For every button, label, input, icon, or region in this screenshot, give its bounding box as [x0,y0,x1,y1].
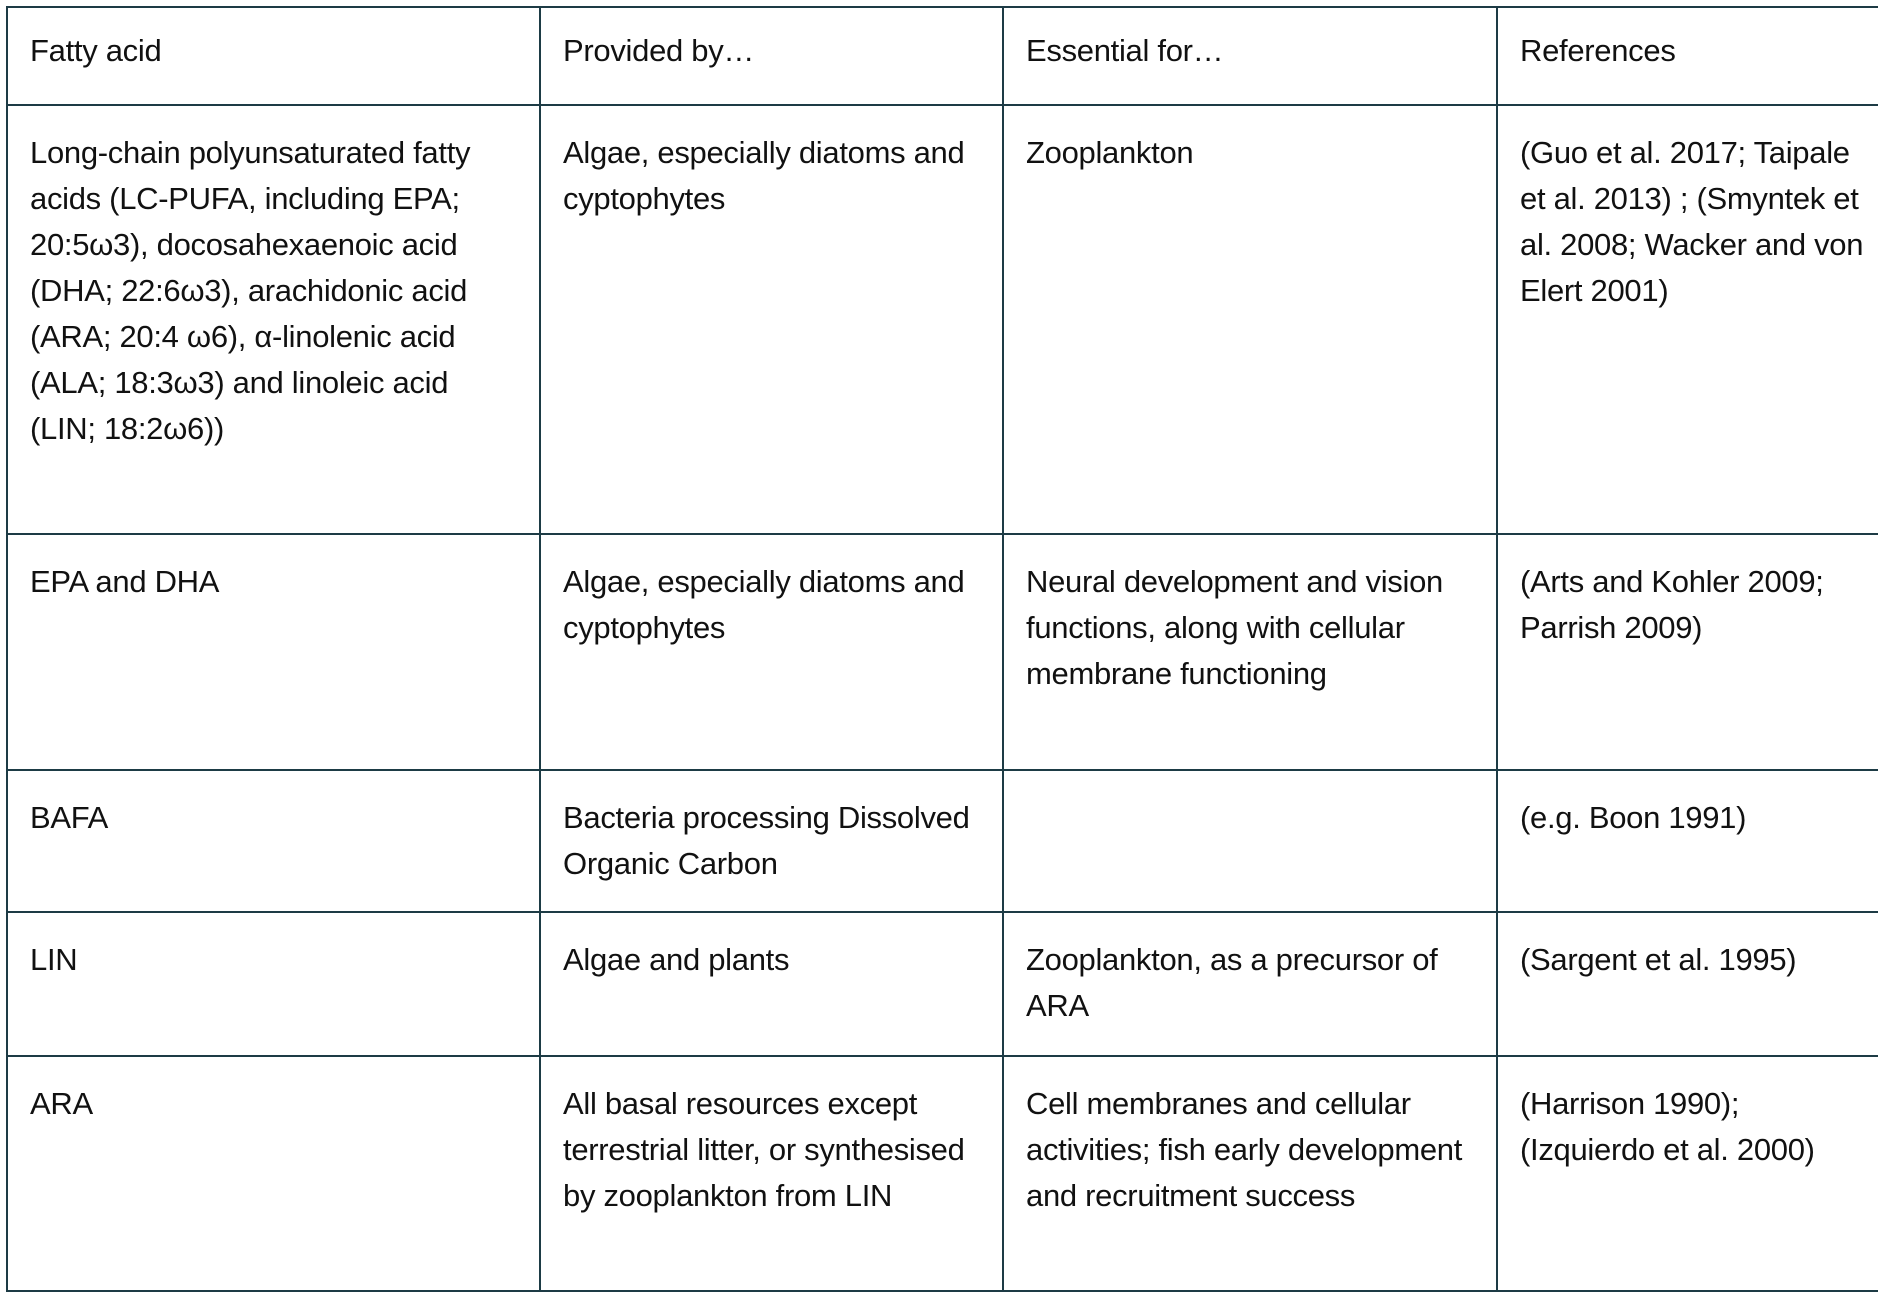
header-essential-for: Essential for… [1003,7,1497,105]
cell-references: (e.g. Boon 1991) [1497,770,1878,912]
table-row [7,534,1878,770]
cell-essential-for [1003,770,1497,912]
header-fatty-acid: Fatty acid [7,7,540,105]
cell-fatty-acid: EPA and DHA [7,534,540,770]
fatty-acid-table [6,6,1878,1292]
cell-provided-by: Algae, especially diatoms and cyptophytes [540,534,1003,770]
header-provided-by: Provided by… [540,7,1003,105]
cell-fatty-acid: ARA [7,1056,540,1291]
table-row [7,770,1878,912]
cell-fatty-acid: Long-chain polyunsaturated fatty acids (LC-PUFA, including EPA; 20:5ω3), docosahexaenoic acid (DHA; 22:6ω3), arachidonic acid (ARA; 20:4 ω6), α-linolenic acid (ALA; 18:3ω3) and linoleic acid (LIN; 18:2ω6)) [7,105,540,534]
cell-references: (Sargent et al. 1995) [1497,912,1878,1056]
cell-references: (Arts and Kohler 2009; Parrish 2009) [1497,534,1878,770]
cell-references: (Guo et al. 2017; Taipale et al. 2013) ; (Smyntek et al. 2008; Wacker and von Elert 2001) [1497,105,1878,534]
cell-provided-by: Algae, especially diatoms and cyptophytes [540,105,1003,534]
table-row [7,105,1878,534]
cell-fatty-acid: LIN [7,912,540,1056]
table-header-row [7,7,1878,105]
cell-essential-for: Cell membranes and cellular activities; fish early development and recruitment success [1003,1056,1497,1291]
table-row [7,912,1878,1056]
cell-essential-for: Zooplankton [1003,105,1497,534]
cell-provided-by: Algae and plants [540,912,1003,1056]
cell-essential-for: Neural development and vision functions, along with cellular membrane functioning [1003,534,1497,770]
table-row [7,1056,1878,1291]
cell-provided-by: Bacteria processing Dissolved Organic Carbon [540,770,1003,912]
cell-fatty-acid: BAFA [7,770,540,912]
header-references: References [1497,7,1878,105]
cell-references: (Harrison 1990); (Izquierdo et al. 2000) [1497,1056,1878,1291]
cell-essential-for: Zooplankton, as a precursor of ARA [1003,912,1497,1056]
cell-provided-by: All basal resources except terrestrial litter, or synthesised by zooplankton from LIN [540,1056,1003,1291]
